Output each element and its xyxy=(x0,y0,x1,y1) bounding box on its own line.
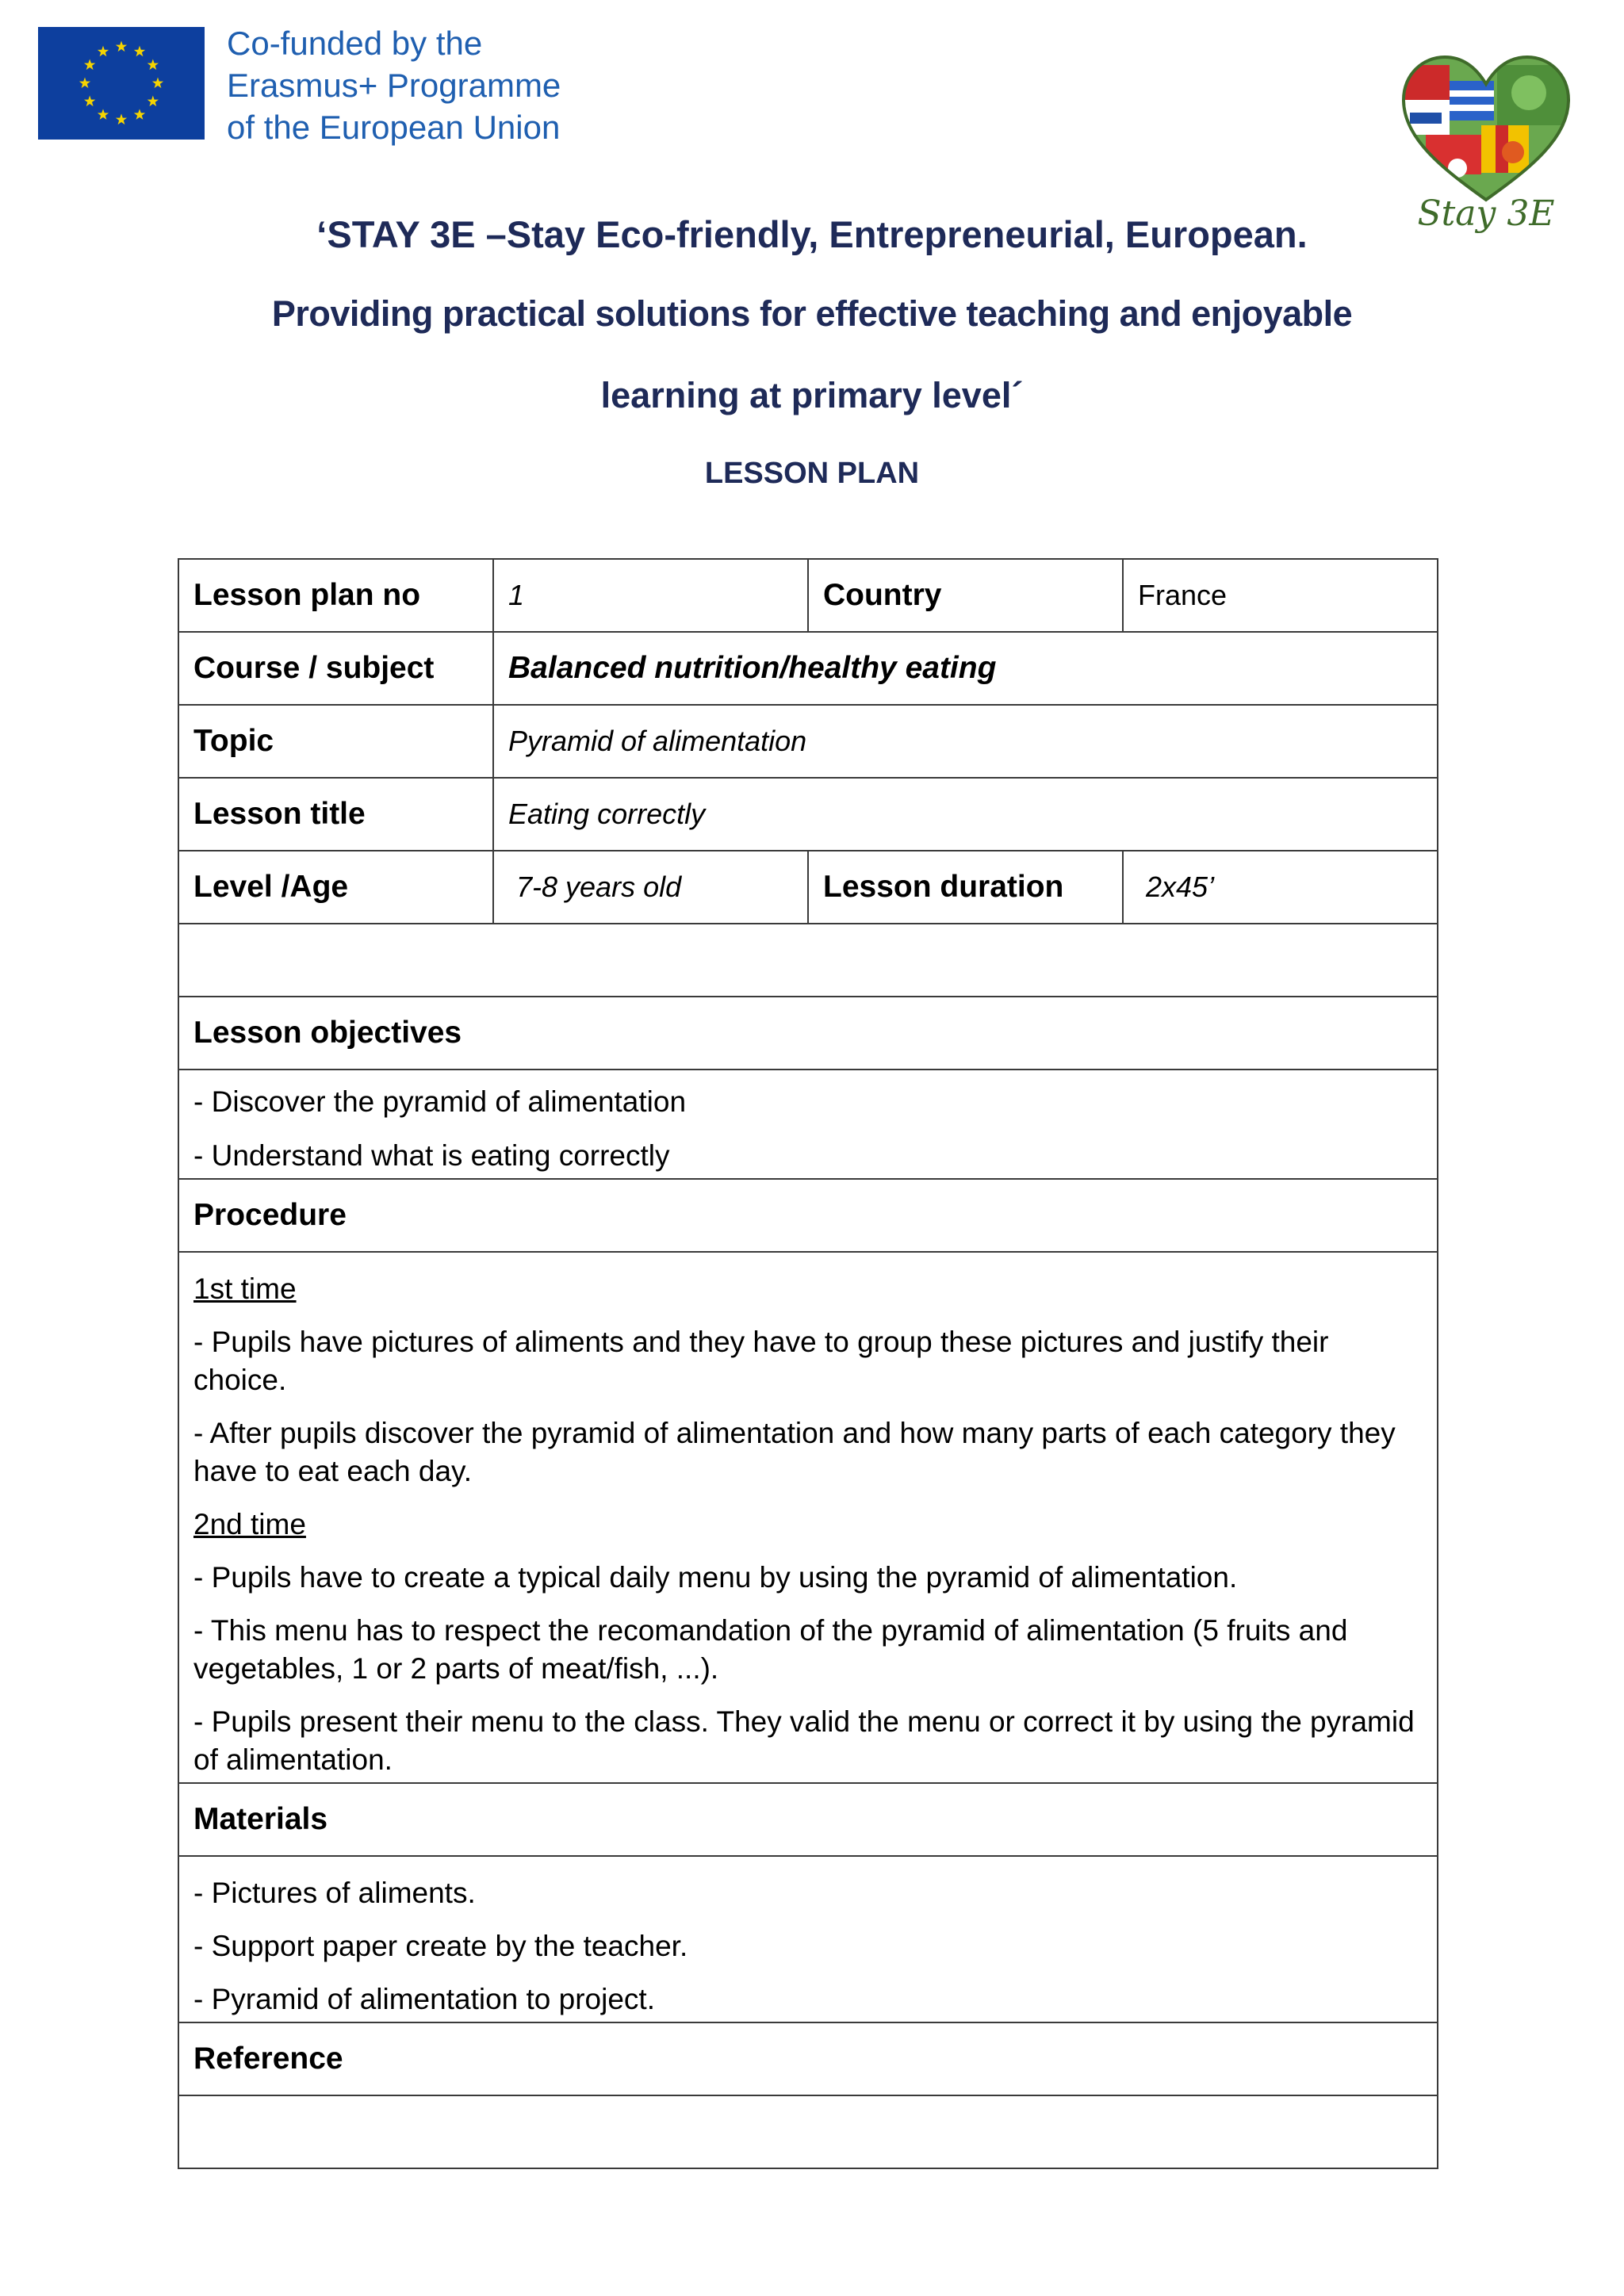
empty-cell xyxy=(178,924,1438,997)
material-item: - Pictures of aliments. xyxy=(193,1877,476,1909)
material-item: - Support paper create by the teacher. xyxy=(193,1930,688,1962)
procedure-item: - After pupils discover the pyramid of alimentation and how many parts of each category they have to eat each day. xyxy=(193,1417,1396,1487)
course-value: Balanced nutrition/healthy eating xyxy=(493,632,1438,705)
procedure-second-heading: 2nd time xyxy=(193,1508,306,1540)
reference-row xyxy=(178,2095,1438,2168)
empty-row xyxy=(178,924,1438,997)
objectives-label: Lesson objectives xyxy=(178,997,1438,1070)
procedure-label: Procedure xyxy=(178,1179,1438,1252)
project-title-line-2: Providing practical solutions for effective teaching and enjoyable xyxy=(271,293,1353,334)
lesson-plan-no-value: 1 xyxy=(493,559,808,632)
procedure-row xyxy=(178,1252,1438,1783)
table-row xyxy=(178,1179,1438,1252)
procedure-first-heading: 1st time xyxy=(193,1272,297,1305)
table-row xyxy=(178,632,1438,705)
level-label: Level /Age xyxy=(178,851,493,924)
lesson-plan-no-label: Lesson plan no xyxy=(178,559,493,632)
procedure-item: - Pupils have to create a typical daily menu by using the pyramid of alimentation. xyxy=(193,1561,1238,1594)
objective-item: - Discover the pyramid of alimentation xyxy=(193,1085,687,1118)
lesson-plan-heading: LESSON PLAN xyxy=(704,457,920,490)
topic-label: Topic xyxy=(178,705,493,778)
topic-value: Pyramid of alimentation xyxy=(493,705,1438,778)
lesson-title-label: Lesson title xyxy=(178,778,493,851)
objectives-row xyxy=(178,1070,1438,1179)
procedure-cell xyxy=(178,1252,1438,1783)
table-row xyxy=(178,997,1438,1070)
objective-item: - Understand what is eating correctly xyxy=(193,1139,670,1172)
duration-label: Lesson duration xyxy=(808,851,1123,924)
project-title-line-3: learning at primary level´ xyxy=(600,375,1024,415)
procedure-item: - Pupils present their menu to the class. They valid the menu or correct it by using the pyramid of alimentation. xyxy=(193,1705,1415,1776)
table-row xyxy=(178,705,1438,778)
project-title-line-1: ‘STAY 3E –Stay Eco-friendly, Entrepreneurial, European. xyxy=(316,213,1308,255)
duration-value: 2x45’ xyxy=(1123,851,1438,924)
stay-3e-heart-logo xyxy=(1394,49,1578,239)
reference-label: Reference xyxy=(178,2022,1438,2095)
eu-funding-text xyxy=(227,22,561,148)
table-row xyxy=(178,851,1438,924)
materials-cell xyxy=(178,1856,1438,2022)
reference-value xyxy=(178,2095,1438,2168)
country-value: France xyxy=(1123,559,1438,632)
course-label: Course / subject xyxy=(178,632,493,705)
material-item: - Pyramid of alimentation to project. xyxy=(193,1983,655,2015)
objectives-cell xyxy=(178,1070,1438,1179)
lesson-title-value: Eating correctly xyxy=(493,778,1438,851)
table-row xyxy=(178,2022,1438,2095)
eu-text-line: Erasmus+ Programme xyxy=(227,67,561,104)
lesson-plan-table xyxy=(178,558,1438,2169)
table-row xyxy=(178,778,1438,851)
procedure-item: - This menu has to respect the recomandation of the pyramid of alimentation (5 fruits and vegetables, 1 or 2 parts of meat/fish, ...). xyxy=(193,1614,1348,1685)
table-row xyxy=(178,559,1438,632)
eu-text-line: Co-funded by the xyxy=(227,25,483,62)
procedure-item: - Pupils have pictures of aliments and they have to group these pictures and justify their choice. xyxy=(193,1326,1329,1396)
country-label: Country xyxy=(808,559,1123,632)
eu-flag-logo xyxy=(38,27,205,140)
materials-label: Materials xyxy=(178,1783,1438,1856)
materials-row xyxy=(178,1856,1438,2022)
level-value: 7-8 years old xyxy=(493,851,808,924)
eu-text-line: of the European Union xyxy=(227,109,561,146)
logo-text: Stay 3E xyxy=(1417,193,1555,234)
table-row xyxy=(178,1783,1438,1856)
